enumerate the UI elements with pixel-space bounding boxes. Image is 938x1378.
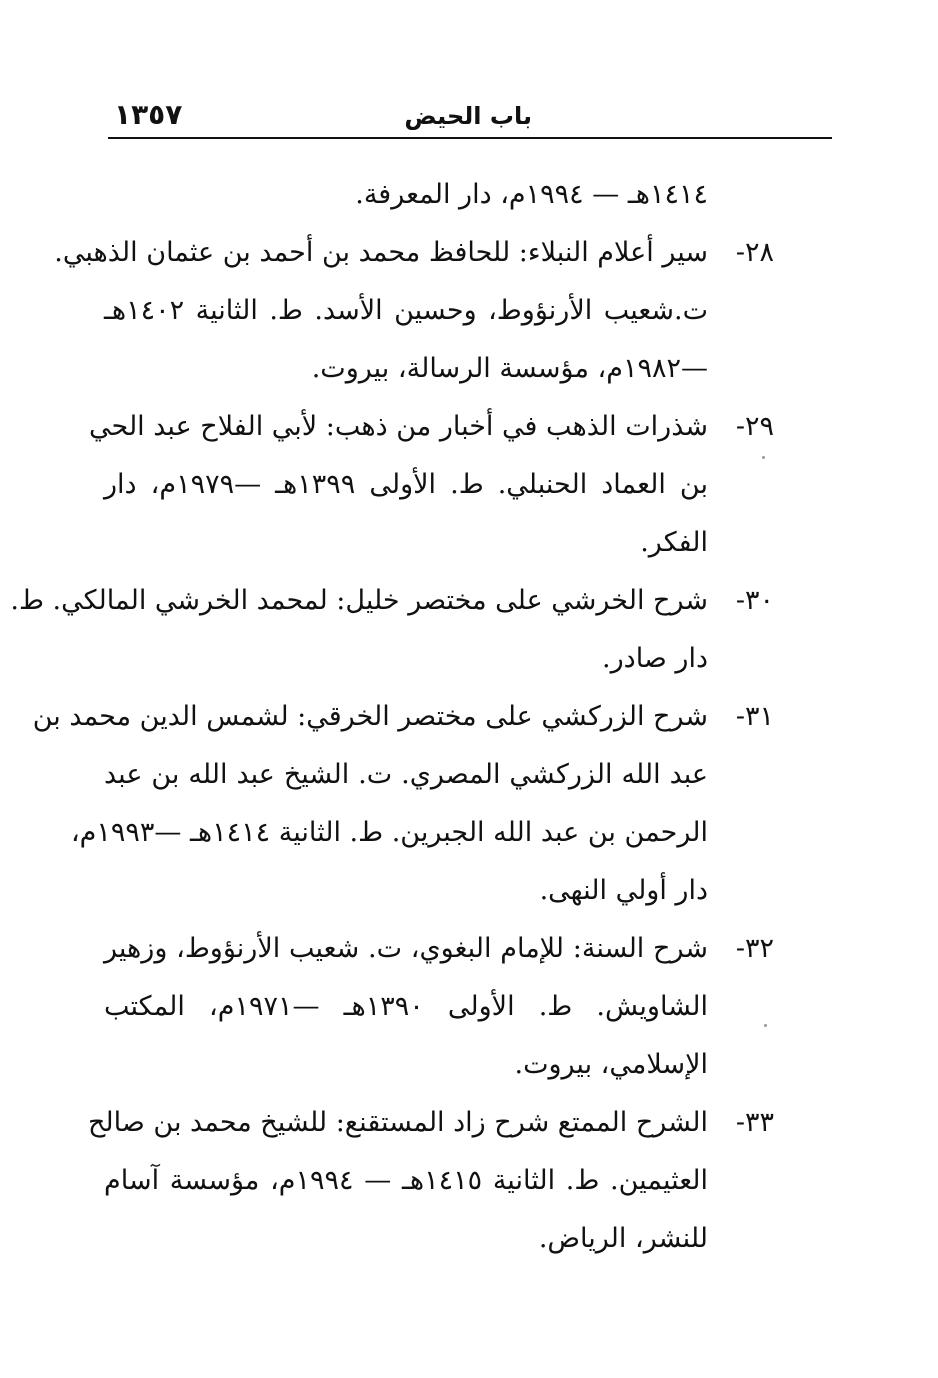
header-rule (108, 137, 832, 139)
entry-continuation-line: بن العماد الحنبلي. ط. الأولى ١٣٩٩هـ —١٩٧٩م، دار (104, 469, 709, 500)
entry-text: شرح السنة: للإمام البغوي، ت. شعيب الأرنؤوط، وزهير (104, 933, 708, 964)
margin-speck (764, 1024, 767, 1027)
entry-continuation-line: —١٩٨٢م، مؤسسة الرسالة، بيروت. (311, 353, 708, 384)
bibliography-list (10, 166, 774, 1268)
entry-continuation-line: العثيمين. ط. الثانية ١٤١٥هـ — ١٩٩٤م، مؤسسة آسام (104, 1165, 708, 1196)
entry-continuation-line: الشاويش. ط. الأولى ١٣٩٠هـ —١٩٧١م، المكتب (104, 991, 708, 1022)
margin-speck (762, 456, 765, 459)
running-title: باب الحيض (404, 102, 532, 130)
entry-number: ٣٣- (735, 1107, 774, 1138)
entry-text: الشرح الممتع شرح زاد المستقنع: للشيخ محمد بن صالح (88, 1107, 708, 1138)
entry-first-line (104, 920, 774, 978)
entry-first-line (88, 1094, 774, 1152)
entry-number: ٣٢- (735, 933, 774, 964)
entry-text: شرح الخرشي على مختصر خليل: لمحمد الخرشي المالكي. ط. (10, 585, 708, 616)
entry-continuation-line: دار صادر. (602, 643, 708, 674)
entry-continuation-line: الفكر. (640, 527, 708, 558)
entry-first-line (10, 572, 774, 630)
entry-first-line (54, 224, 774, 282)
entry-first-line (89, 398, 774, 456)
entry-continuation-line: ١٤١٤هـ — ١٩٩٤م، دار المعرفة. (355, 179, 708, 210)
entry-continuation-line: دار أولي النهى. (539, 875, 708, 906)
entry-continuation-line: الإسلامي، بيروت. (514, 1049, 708, 1080)
entry-number: ٣٠- (735, 585, 774, 616)
entry-text: شرح الزركشي على مختصر الخرقي: لشمس الدين محمد بن (32, 701, 708, 732)
page-header (108, 92, 832, 136)
entry-number: ٢٩- (735, 411, 774, 442)
entry-text: شذرات الذهب في أخبار من ذهب: لأبي الفلاح عبد الحي (89, 411, 708, 442)
entry-continuation-line: عبد الله الزركشي المصري. ت. الشيخ عبد الله بن عبد (104, 759, 708, 790)
entry-text: سير أعلام النبلاء: للحافظ محمد بن أحمد بن عثمان الذهبي. (54, 237, 708, 268)
page-number: ١٣٥٧ (114, 98, 183, 131)
entry-number: ٢٨- (735, 237, 774, 268)
entry-first-line (32, 688, 774, 746)
entry-continuation-line: للنشر، الرياض. (538, 1223, 708, 1254)
entry-continuation-line: ت.شعيب الأرنؤوط، وحسين الأسد. ط. الثانية ١٤٠٢هـ (104, 295, 708, 326)
entry-continuation-line: الرحمن بن عبد الله الجبرين. ط. الثانية ١٤١٤هـ —١٩٩٣م، (70, 817, 708, 848)
entry-number: ٣١- (735, 701, 774, 732)
